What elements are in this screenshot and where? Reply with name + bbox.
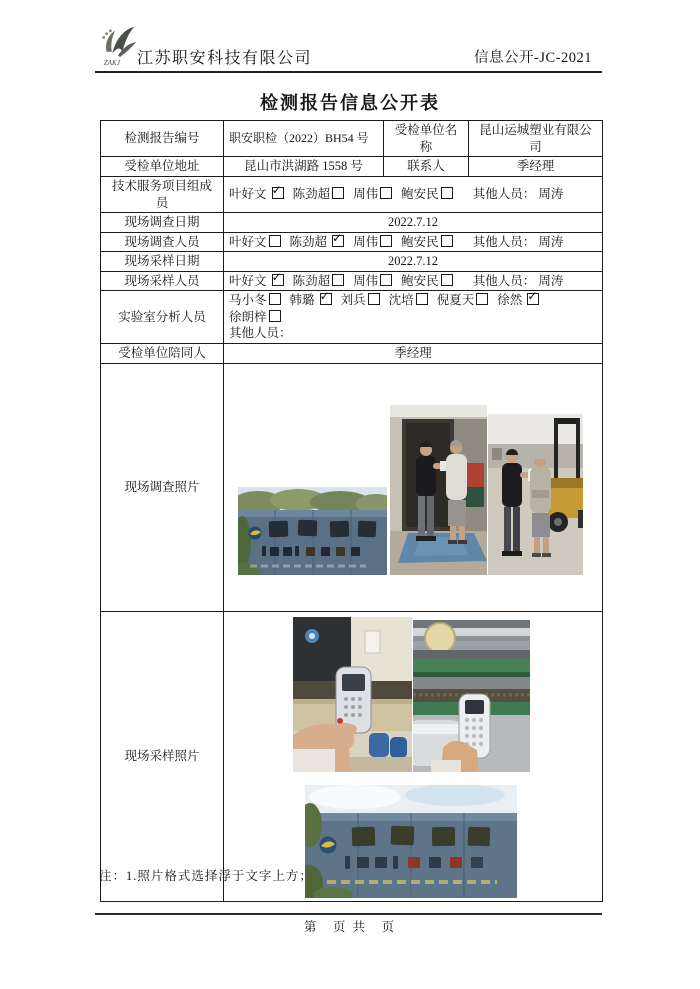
member-checkbox-item: 周伟 (353, 187, 393, 201)
report-table-body (101, 121, 603, 902)
row-label-cell: 现场调查照片 (101, 363, 224, 611)
checkbox-unchecked-icon (441, 235, 453, 247)
row-label-cell: 现场采样照片 (101, 611, 224, 901)
row-label-cell: 联系人 (384, 157, 469, 177)
other-personnel-label: 其他人员： (229, 326, 292, 340)
checkbox-unchecked-icon (269, 235, 281, 247)
other-personnel-label: 其他人员： (472, 273, 536, 288)
company-logo (97, 25, 139, 72)
checkbox-unchecked-icon (441, 274, 453, 286)
member-checkbox-item: 徐然 ✓ (497, 293, 540, 307)
row-label-cell: 现场采样日期 (101, 252, 224, 272)
checkbox-unchecked-icon (416, 293, 428, 305)
checkbox-unchecked-icon (269, 293, 281, 305)
row-label-cell: 现场采样人员 (101, 271, 224, 291)
table-row (101, 291, 603, 344)
member-checkbox-item: 叶好文 ✓ (229, 187, 285, 201)
members-cell (224, 232, 603, 252)
member-checkbox-item: 马小冬 (229, 293, 282, 307)
footer-rule (95, 913, 602, 915)
member-checkbox-item: 陈劲超 ✓ (290, 235, 346, 249)
other-personnel-value: 周涛 (535, 234, 564, 249)
page-number: 第 页 共 页 (303, 920, 397, 934)
table-row (101, 157, 603, 177)
row-label-cell: 检测报告编号 (101, 121, 224, 157)
row-label-cell: 受检单位陪同人 (101, 343, 224, 363)
other-personnel-value: 周涛 (535, 187, 564, 202)
table-row (101, 611, 603, 901)
row-value-cell: 季经理 (224, 343, 603, 363)
checkbox-unchecked-icon (476, 293, 488, 305)
row-value-cell: 季经理 (469, 157, 603, 177)
row-label-cell: 受检单位名称 (384, 121, 469, 157)
members-cell (224, 271, 603, 291)
member-checkbox-item: 鲍安民 (401, 235, 454, 249)
photos-cell (224, 363, 603, 611)
member-checkbox-item: 陈劲超 (293, 274, 346, 288)
other-personnel-value: 周涛 (535, 273, 564, 288)
member-checkbox-item: 叶好文 (229, 235, 282, 249)
sampling-rollers-photo (413, 620, 530, 772)
checkbox-unchecked-icon (441, 187, 453, 199)
member-checkbox-item: 周伟 (353, 235, 393, 249)
member-checkbox-item: 叶好文 ✓ (229, 274, 285, 288)
checkbox-checked-icon (332, 235, 344, 247)
report-table (100, 120, 603, 902)
header-rule (95, 71, 602, 73)
row-label-cell: 现场调查人员 (101, 232, 224, 252)
photos-cell (224, 611, 603, 901)
site-survey-sign-photo (238, 487, 387, 575)
checkbox-checked-icon (527, 293, 539, 305)
row-label-cell: 受检单位地址 (101, 157, 224, 177)
row-value-cell: 职安职检（2022）BH54 号 (224, 121, 384, 157)
members-cell (224, 291, 603, 344)
table-row (101, 252, 603, 272)
checkbox-unchecked-icon (332, 187, 344, 199)
row-value-cell: 昆山市洪湖路 1558 号 (224, 157, 384, 177)
site-survey-doorway-photo (390, 405, 487, 575)
row-value-cell: 昆山运城塑业有限公司 (469, 121, 603, 157)
member-checkbox-item: 沈培 (389, 293, 429, 307)
member-checkbox-item: 刘兵 (341, 293, 381, 307)
checkbox-unchecked-icon (332, 274, 344, 286)
member-checkbox-item: 陈劲超 (293, 187, 346, 201)
sampling-meter-photo (293, 617, 412, 772)
table-row (101, 271, 603, 291)
members-cell (224, 177, 603, 213)
page-title: 检测报告信息公开表 (260, 93, 440, 113)
row-value-cell: 2022.7.12 (224, 213, 603, 233)
other-personnel-label: 其他人员： (472, 187, 536, 202)
checkbox-unchecked-icon (380, 235, 392, 247)
member-checkbox-item: 徐朗梓 (229, 310, 282, 324)
table-row (101, 363, 603, 611)
table-row (101, 121, 603, 157)
member-checkbox-item: 周伟 (353, 274, 393, 288)
checkbox-unchecked-icon (380, 187, 392, 199)
company-name: 江苏职安科技有限公司 (137, 50, 313, 67)
member-checkbox-item: 韩璐 ✓ (290, 293, 333, 307)
table-row (101, 213, 603, 233)
table-row (101, 232, 603, 252)
sampling-sign-photo (305, 785, 517, 898)
other-personnel-label: 其他人员： (472, 234, 536, 249)
footnote: 注：1.照片格式选择浮于文字上方； (99, 869, 313, 883)
member-checkbox-item: 鲍安民 (401, 187, 454, 201)
member-checkbox-item: 倪夏天 (437, 293, 490, 307)
checkbox-checked-icon (272, 187, 284, 199)
logo-text: ZAKJ (103, 59, 120, 67)
row-label-cell: 技术服务项目组成员 (101, 177, 224, 213)
row-value-cell: 2022.7.12 (224, 252, 603, 272)
checkbox-unchecked-icon (368, 293, 380, 305)
checkbox-checked-icon (272, 274, 284, 286)
checkbox-unchecked-icon (380, 274, 392, 286)
member-checkbox-item: 鲍安民 (401, 274, 454, 288)
doc-code: 信息公开-JC-2021 (474, 50, 592, 66)
site-survey-yard-photo (488, 414, 583, 575)
table-row (101, 177, 603, 213)
checkbox-unchecked-icon (269, 310, 281, 322)
row-label-cell: 现场调查日期 (101, 213, 224, 233)
checkbox-checked-icon (320, 293, 332, 305)
row-label-cell: 实验室分析人员 (101, 291, 224, 344)
table-row (101, 343, 603, 363)
